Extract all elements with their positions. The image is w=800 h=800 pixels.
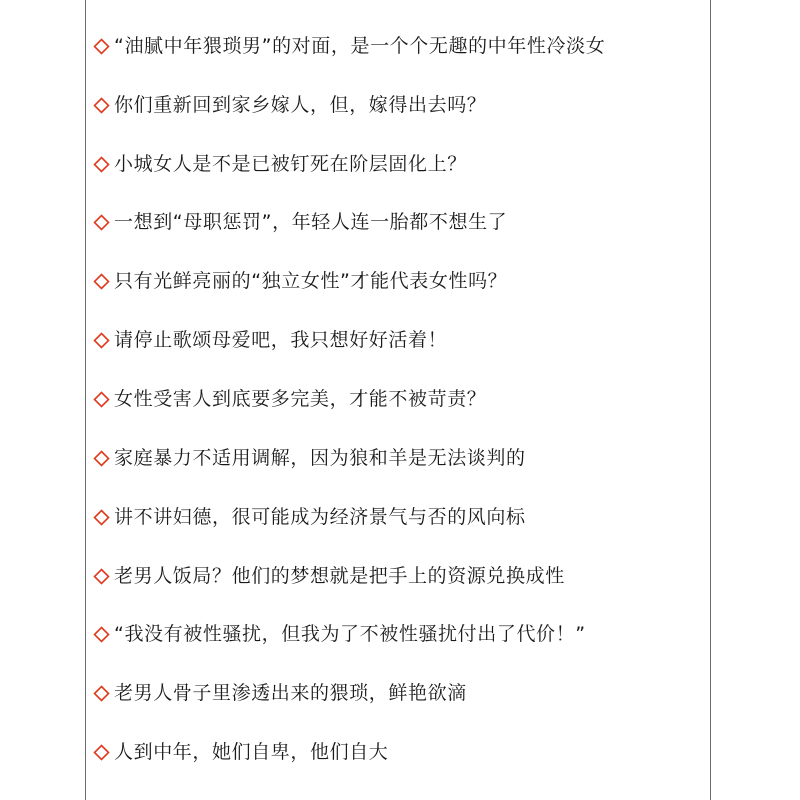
list-item[interactable] (88, 135, 708, 194)
list-item[interactable] (88, 370, 708, 429)
list-item[interactable] (88, 194, 708, 253)
list-item-text: 小城女人是不是已被钉死在阶层固化上？ (114, 152, 467, 175)
diamond-bullet-icon (88, 744, 114, 761)
list-item[interactable] (88, 723, 708, 782)
list-item-text: “油腻中年猥琐男”的对面，是一个个无趣的中年性冷淡女 (114, 34, 606, 57)
list-item-text: 只有光鲜亮丽的“独立女性”才能代表女性吗？ (114, 270, 508, 293)
list-item-text: 你们重新回到家乡嫁人，但，嫁得出去吗？ (114, 93, 487, 116)
list-item-text: 老男人饭局？他们的梦想就是把手上的资源兑换成性 (114, 564, 565, 587)
diamond-bullet-icon (88, 509, 114, 526)
diamond-bullet-icon (88, 685, 114, 702)
list-item[interactable] (88, 488, 708, 547)
diamond-bullet-icon (88, 273, 114, 290)
diamond-bullet-icon (88, 97, 114, 114)
article-title-list (88, 17, 708, 782)
list-item-text: 人到中年，她们自卑，他们自大 (114, 741, 389, 764)
diamond-bullet-icon (88, 156, 114, 173)
list-item[interactable] (88, 311, 708, 370)
list-item[interactable] (88, 76, 708, 135)
diamond-bullet-icon (88, 38, 114, 55)
list-item[interactable] (88, 605, 708, 664)
diamond-bullet-icon (88, 332, 114, 349)
list-item-text: 女性受害人到底要多完美，才能不被苛责？ (114, 387, 487, 410)
list-item-text: 请停止歌颂母爱吧，我只想好好活着！ (114, 329, 448, 352)
list-item-text: 一想到“母职惩罚”，年轻人连一胎都不想生了 (114, 211, 508, 234)
list-item-text: 老男人骨子里渗透出来的猥琐，鲜艳欲滴 (114, 682, 467, 705)
list-item[interactable] (88, 547, 708, 606)
diamond-bullet-icon (88, 626, 114, 643)
diamond-bullet-icon (88, 568, 114, 585)
list-item-text: 讲不讲妇德，很可能成为经济景气与否的风向标 (114, 505, 526, 528)
list-item[interactable] (88, 252, 708, 311)
diamond-bullet-icon (88, 214, 114, 231)
list-item[interactable] (88, 429, 708, 488)
list-item[interactable] (88, 664, 708, 723)
diamond-bullet-icon (88, 450, 114, 467)
right-border-line (710, 0, 711, 800)
list-item[interactable] (88, 17, 708, 76)
list-item-text: 家庭暴力不适用调解，因为狼和羊是无法谈判的 (114, 446, 526, 469)
list-item-text: “我没有被性骚扰，但我为了不被性骚扰付出了代价！” (114, 623, 586, 646)
left-border-line (85, 0, 86, 800)
diamond-bullet-icon (88, 391, 114, 408)
